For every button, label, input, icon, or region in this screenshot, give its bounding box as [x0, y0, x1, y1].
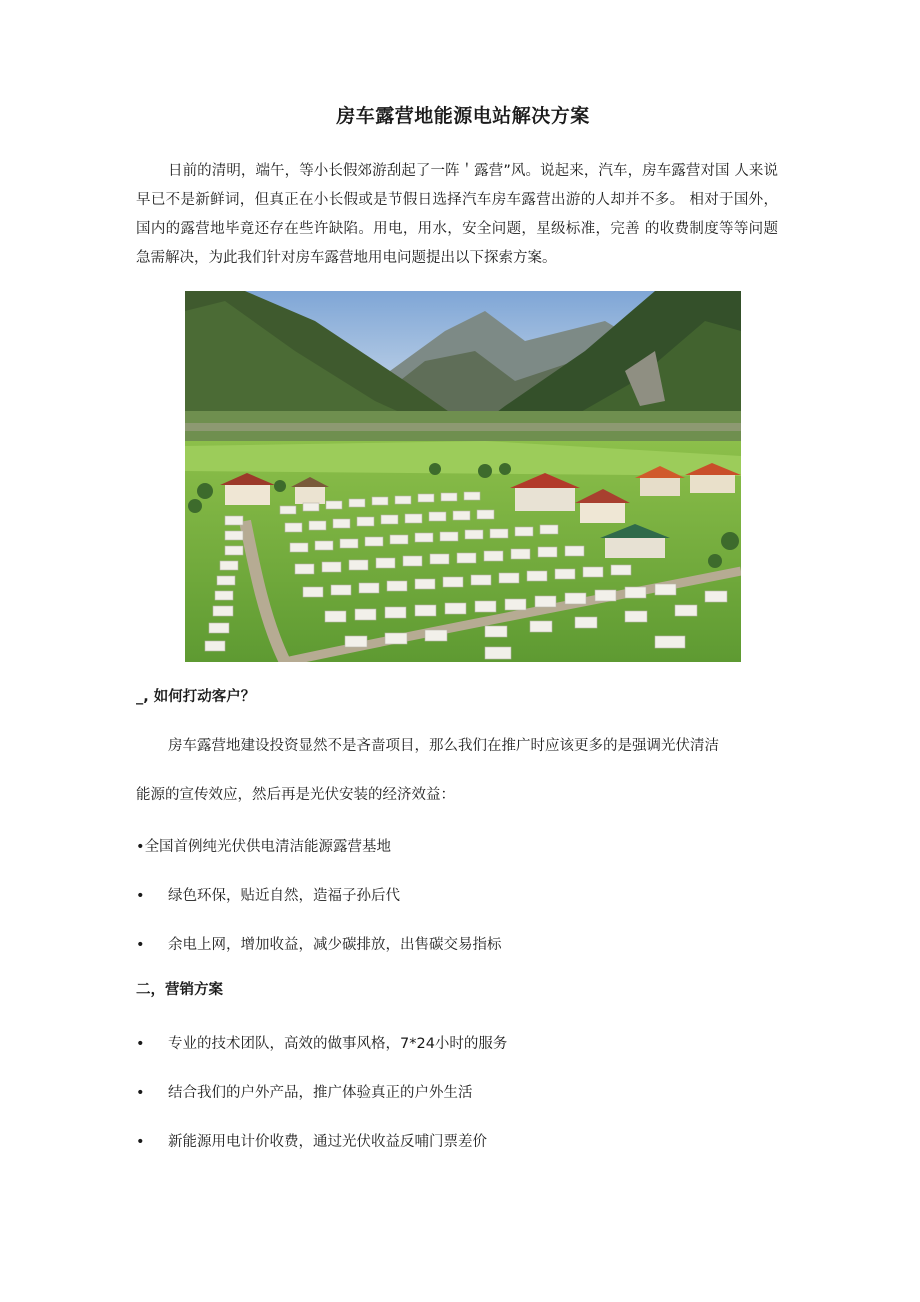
bullet-text: 余电上网，增加收益，减少碳排放，出售碳交易指标 [168, 937, 502, 953]
bullet-text: 绿色环保，贴近自然，造福子孙后代 [168, 888, 400, 904]
bullet-text: 新能源用电计价收费，通过光伏收益反哺门票差价 [168, 1134, 487, 1150]
campground-aerial-photo [185, 291, 741, 662]
intro-paragraph: 日前的清明，端午，等小长假郊游刮起了一阵＇露营”风。说起来，汽车，房车露营对国 人来说早已不是新鲜词，但真正在小长假或是节假日选择汽车房车露营出游的人却并不多。 相对于国外，国内的露营地毕竟还存在些许缺陷。用电，用水，安全问题，星级标准，完善 的收费制度等等问题急需解决，为此我们针对房车露营地用电问题提出以下探索方案。 [136, 163, 778, 266]
list-item [136, 1032, 507, 1053]
list-item [136, 884, 400, 905]
bullet-text: 全国首例纯光伏供电清洁能源露营基地 [144, 839, 392, 855]
bullet-marker: • [136, 888, 145, 904]
bullet-text: 专业的技术团队，高效的做事风格，7*24小时的服务 [168, 1036, 508, 1052]
section1-heading: _, 如何打动客户？ [136, 689, 256, 705]
list-item [136, 835, 391, 856]
bullet-marker: • [136, 1085, 145, 1101]
section2-heading: 二，营销方案 [136, 982, 223, 998]
list-item [136, 1130, 487, 1151]
list-item [136, 933, 502, 954]
bullet-marker: • [136, 1134, 145, 1150]
bullet-text: 结合我们的户外产品，推广体验真正的户外生活 [168, 1085, 473, 1101]
bullet-marker: • [136, 1036, 145, 1052]
bullet-marker: • [136, 839, 145, 855]
bullet-marker: • [136, 937, 145, 953]
photo-illustration [185, 291, 741, 662]
list-item [136, 1081, 473, 1102]
section1-para-line1: 房车露营地建设投资显然不是吝啬项目，那么我们在推广时应该更多的是强调光伏清洁 [168, 738, 719, 754]
document-title: 房车露营地能源电站解决方案 [336, 105, 590, 127]
section1-para-line2: 能源的宣传效应，然后再是光伏安装的经济效益： [136, 787, 455, 803]
